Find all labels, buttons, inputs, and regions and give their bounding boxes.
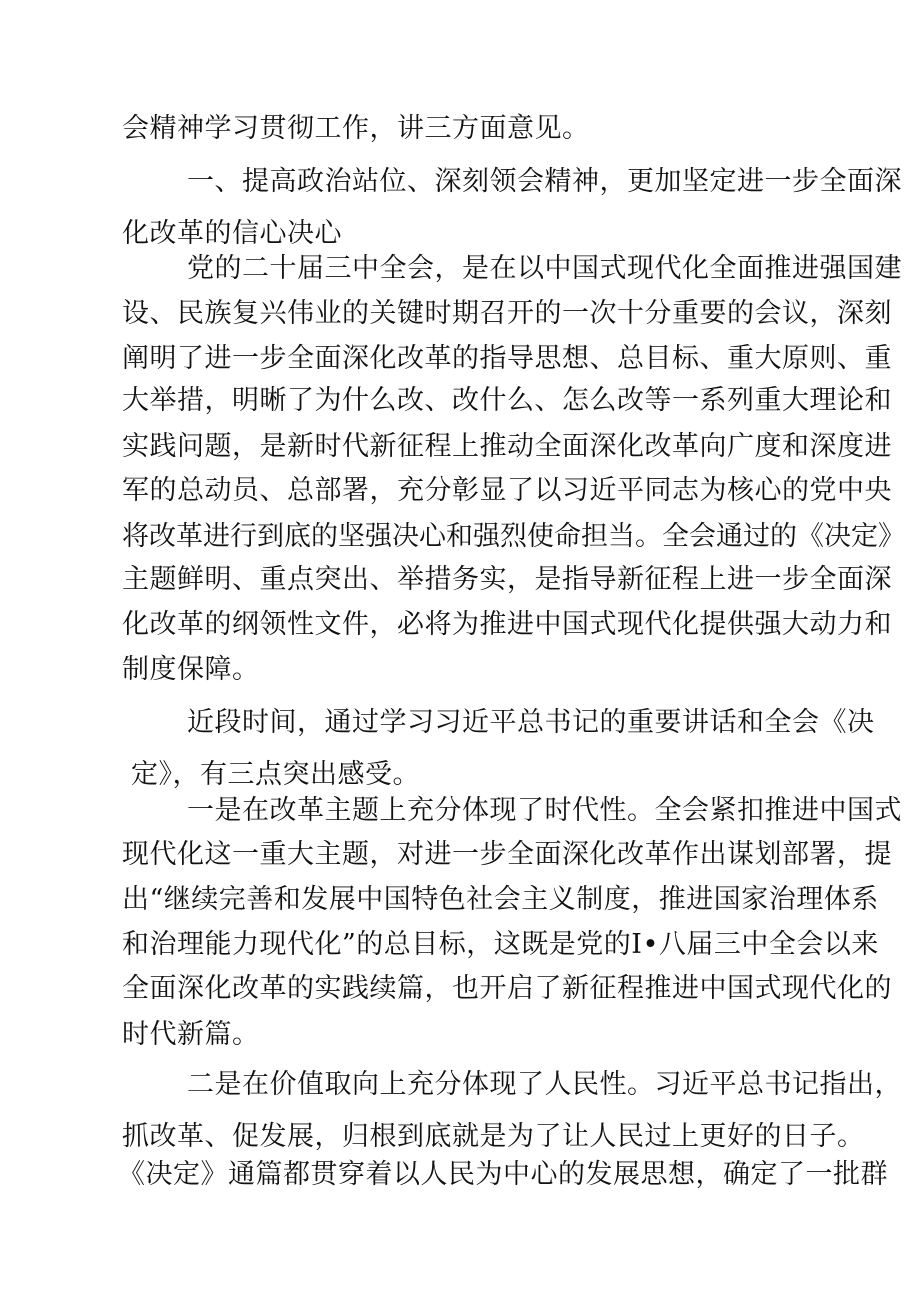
text-line: 出“继续完善和发展中国特色社会主义制度，推进国家治理体系 (122, 884, 879, 915)
text-line: 将改革进行到底的坚强决心和强烈使命担当。全会通过的《决定》 (122, 521, 905, 552)
text-line: 党的二十届三中全会，是在以中国式现代化全面推进强国建 (187, 253, 902, 284)
text-line: 制度保障。 (122, 654, 260, 685)
text-line: 大举措，明晰了为什么改、改什么、怎么改等一系列重大理论和 (122, 385, 892, 416)
text-line: 一是在改革主题上充分体现了时代性。全会紧扣推进中国式 (187, 795, 902, 826)
text-line: 军的总动员、总部署，充分彰显了以习近平同志为核心的党中央 (122, 475, 892, 506)
text-line: 现代化这一重大主题，对进一步全面深化改革作出谋划部署，提 (122, 839, 892, 870)
text-line: 二是在价值取向上充分体现了人民性。习近平总书记指出， (187, 1069, 902, 1100)
section-heading-line: 一、提高政治站位、深刻领会精神，更加坚定进一步全面深 (187, 166, 902, 197)
text-line: 设、民族复兴伟业的关键时期召开的一次十分重要的会议，深刻 (122, 298, 892, 329)
text-line: 化改革的纲领性文件，必将为推进中国式现代化提供强大动力和 (122, 609, 892, 640)
text-line: 《决定》通篇都贯穿着以人民为中心的发展思想，确定了一批群 (118, 1159, 888, 1190)
text-line: 抓改革、促发展，归根到底就是为了让人民过上更好的日子。 (122, 1121, 865, 1152)
text-line: 阐明了进一步全面深化改革的指导思想、总目标、重大原则、重 (122, 343, 892, 374)
text-line: 近段时间，通过学习习近平总书记的重要讲话和全会《决 (187, 707, 875, 738)
text-line: 和治理能力现代化”的总目标，这既是党的I•八届三中全会以来 (122, 929, 879, 960)
text-line: 实践问题，是新时代新征程上推动全面深化改革向广度和深度进 (122, 431, 892, 462)
text-line: 主题鲜明、重点突出、举措务实，是指导新征程上进一步全面深 (122, 564, 892, 595)
text-line: 定》，有三点突出感受。 (131, 759, 420, 790)
text-line: 全面深化改革的实践续篇，也开启了新征程推进中国式现代化的 (122, 973, 892, 1004)
text-line: 时代新篇。 (122, 1019, 260, 1050)
text-line: 会精神学习贯彻工作，讲三方面意见。 (122, 113, 590, 144)
section-heading-line: 化改革的信心决心 (122, 218, 342, 249)
